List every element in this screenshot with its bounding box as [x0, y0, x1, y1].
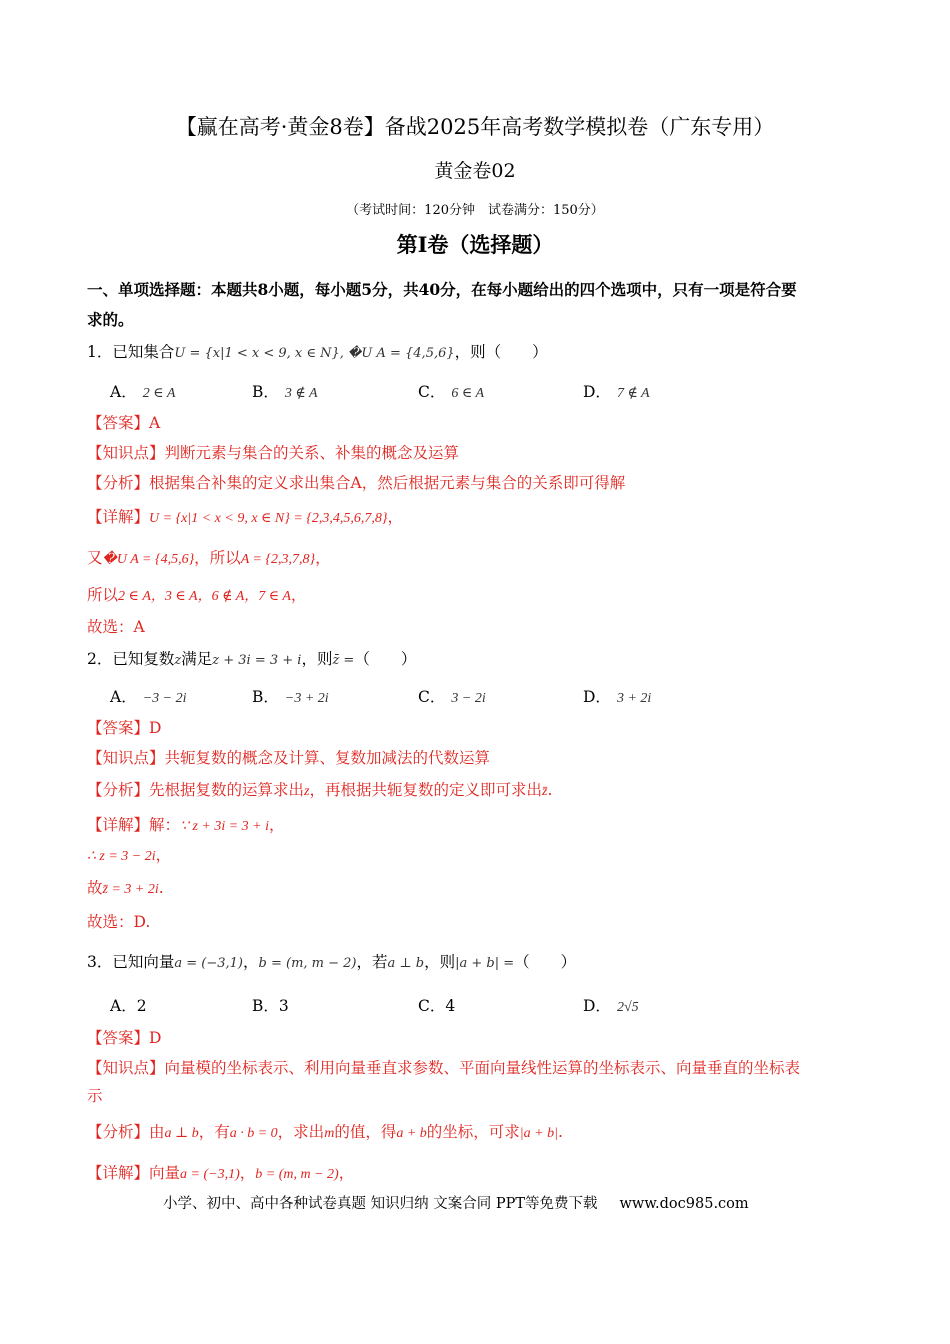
page-footer [163, 1192, 749, 1213]
math: a + b [396, 1126, 427, 1141]
option-label: A． [110, 997, 137, 1015]
text: ，则 [424, 953, 456, 971]
option-value: 2 [136, 997, 147, 1015]
detail-math: �U A = {4,5,6} [102, 552, 195, 567]
detail-math: A = {2,3,7,8} [240, 552, 316, 567]
tag: 【详解】 [87, 816, 150, 834]
analysis-text: 根据集合补集的定义求出集合A，然后根据元素与集合的关系即可得解 [149, 474, 626, 492]
text: 向量 [149, 1164, 181, 1182]
q1-option-d [583, 380, 650, 402]
kp-text: 向量模的坐标表示、利用向量垂直求参数、平面向量线性运算的坐标表示、向量垂直的坐标表 [164, 1059, 801, 1077]
punct: ， [387, 508, 404, 526]
text: ，所以 [194, 549, 241, 567]
tag: 【分析】 [87, 474, 150, 492]
math: z̄ [542, 784, 548, 799]
punct: ， [290, 586, 307, 604]
tag: 【知识点】 [87, 749, 165, 767]
option-math: 2 ∈ A [142, 386, 176, 401]
answer-value: D [149, 1029, 162, 1047]
q3-option-b [252, 994, 289, 1016]
tag: 【分析】 [87, 1123, 150, 1141]
math: a = (−3,1) [174, 956, 243, 971]
detail-math: 2 ∈ A，3 ∈ A，6 ∉ A，7 ∈ A [118, 589, 291, 604]
tag: 【详解】 [87, 1164, 150, 1182]
option-value: 4 [445, 997, 456, 1015]
q1-answer [87, 412, 870, 434]
q3-analysis [87, 1121, 870, 1145]
text: 故 [87, 879, 103, 897]
math: a ⊥ b [164, 1126, 199, 1141]
footer-url[interactable]: www.doc985.com [619, 1196, 749, 1212]
punct: ， [269, 816, 285, 834]
q1-option-a [110, 380, 175, 402]
footer-text: 小学、初中、高中各种试卷真题 知识归纳 文案合同 PPT等免费下载 [163, 1196, 598, 1212]
math: a · b = 0 [229, 1126, 278, 1141]
q3-answer [87, 1027, 870, 1049]
text: ，若 [356, 953, 388, 971]
q3-stem [87, 951, 870, 975]
q3-option-d [583, 994, 639, 1016]
q3-option-c [418, 994, 455, 1016]
q2-detail-1 [87, 814, 870, 838]
text: 2．已知复数 [87, 650, 175, 668]
punct: ， [243, 953, 259, 971]
q2-detail-2 [87, 844, 870, 868]
q3-option-a [110, 994, 147, 1016]
q3-knowledge-point-2: 示 [87, 1087, 103, 1105]
math: ∴ z = 3 − 2i [87, 849, 156, 864]
option-label: C． [418, 383, 446, 401]
math: b = (m, m − 2) [258, 956, 357, 971]
text: 所以 [87, 586, 119, 604]
option-math: −3 + 2i [284, 691, 329, 706]
tag: 【答案】 [87, 414, 150, 432]
option-label: D． [583, 383, 611, 401]
math: z̄ = 3 + 2i [102, 882, 159, 897]
option-label: A． [110, 383, 137, 401]
option-math: 2√5 [616, 1000, 639, 1015]
option-label: C． [418, 997, 446, 1015]
q1-detail-2 [87, 547, 870, 571]
punct: ， [315, 549, 331, 567]
tag: 【知识点】 [87, 444, 165, 462]
option-label: B． [252, 997, 279, 1015]
punct: ， [338, 1164, 355, 1182]
section-heading: 第I卷（选择题） [396, 232, 554, 257]
punct: . [547, 781, 553, 799]
instructions-line-2: 求的。 [87, 310, 134, 329]
tag: 【知识点】 [87, 1059, 165, 1077]
math: |a + b| [519, 1126, 558, 1141]
option-value: 3 [278, 997, 289, 1015]
text: 由 [149, 1123, 165, 1141]
q1-knowledge-point [87, 442, 870, 464]
q2-answer [87, 717, 870, 739]
tag: 【答案】 [87, 719, 150, 737]
math: m [324, 1126, 335, 1141]
option-label: C． [418, 688, 446, 706]
option-math: 3 − 2i [451, 691, 486, 706]
q1-analysis [87, 472, 870, 494]
option-math: 3 ∉ A [284, 386, 318, 401]
punct: . [557, 1123, 563, 1141]
exam-info: （考试时间：120分钟 试卷满分：150分） [346, 203, 604, 218]
kp-text: 共轭复数的概念及计算、复数加减法的代数运算 [164, 749, 491, 767]
q1-stem-suffix: ，则（ ） [454, 343, 548, 361]
answer-value: D [149, 719, 162, 737]
q2-option-a [110, 685, 187, 707]
text: ，则 [301, 650, 333, 668]
option-label: B． [252, 688, 279, 706]
text: ，求出 [277, 1123, 325, 1141]
text: 又 [87, 549, 103, 567]
instructions-line-1: 一、单项选择题：本题共8小题，每小题5分，共40分，在每小题给出的四个选项中，只有一项是符合要 [87, 280, 797, 299]
option-label: A． [110, 688, 137, 706]
tag: 【详解】 [87, 508, 150, 526]
option-label: D． [583, 997, 611, 1015]
q2-detail-3 [87, 877, 870, 901]
q1-detail-3 [87, 584, 870, 608]
q1-stem-math: U = {x|1 < x < 9, x ∈ N}, �U A = {4,5,6} [174, 346, 455, 361]
q2-analysis [87, 779, 870, 803]
text: 先根据复数的运算求出 [149, 781, 305, 799]
kp-text: 判断元素与集合的关系、补集的概念及运算 [164, 444, 460, 462]
q2-conclusion: 故选：D. [87, 913, 151, 931]
text: ，再根据共轭复数的定义即可求出 [309, 781, 542, 799]
math: ∵ z + 3i = 3 + i [180, 819, 270, 834]
option-math: 7 ∉ A [616, 386, 650, 401]
option-math: 6 ∈ A [451, 386, 485, 401]
text: 解： [149, 816, 181, 834]
q2-stem [87, 648, 870, 672]
option-label: D． [583, 688, 611, 706]
option-math: −3 − 2i [142, 691, 187, 706]
q3-detail-1 [87, 1162, 870, 1186]
q1-detail-1 [87, 506, 870, 530]
paper-subtitle: 黄金卷02 [434, 160, 516, 182]
q1-stem [87, 341, 870, 365]
q1-conclusion: 故选：A [87, 618, 145, 636]
q2-knowledge-point [87, 747, 870, 769]
math: a = (−3,1) [180, 1167, 240, 1182]
q2-option-b [252, 685, 329, 707]
math: z̄ = [332, 653, 355, 668]
detail-math: U = {x|1 < x < 9, x ∈ N} = {2,3,4,5,6,7,8} [149, 511, 388, 526]
text: 的坐标，可求 [426, 1123, 520, 1141]
q1-option-b [252, 380, 318, 402]
option-label: B． [252, 383, 279, 401]
tag: 【分析】 [87, 781, 150, 799]
math: z [304, 784, 310, 799]
math: b = (m, m − 2) [255, 1167, 339, 1182]
page-title: 【赢在高考·黄金8卷】备战2025年高考数学模拟卷（广东专用） [175, 115, 775, 139]
text: 3．已知向量 [87, 953, 175, 971]
punct: . [158, 879, 164, 897]
q2-option-c [418, 685, 486, 707]
q1-option-c [418, 380, 484, 402]
math: z [174, 653, 182, 668]
math: |a + b| = [455, 956, 515, 971]
text: 满足 [181, 650, 213, 668]
text: （ ） [354, 650, 417, 668]
answer-value: A [149, 414, 161, 432]
punct: ， [155, 846, 172, 864]
text: 的值，得 [334, 1123, 397, 1141]
q2-option-d [583, 685, 651, 707]
q3-knowledge-point-1 [87, 1057, 870, 1079]
text: （ ） [514, 953, 577, 971]
option-math: 3 + 2i [616, 691, 652, 706]
tag: 【答案】 [87, 1029, 150, 1047]
q1-stem-prefix: 1．已知集合 [87, 343, 175, 361]
math: a ⊥ b [387, 956, 425, 971]
text: ，有 [198, 1123, 230, 1141]
math: z + 3i = 3 + i [212, 653, 302, 668]
punct: ， [239, 1164, 256, 1182]
